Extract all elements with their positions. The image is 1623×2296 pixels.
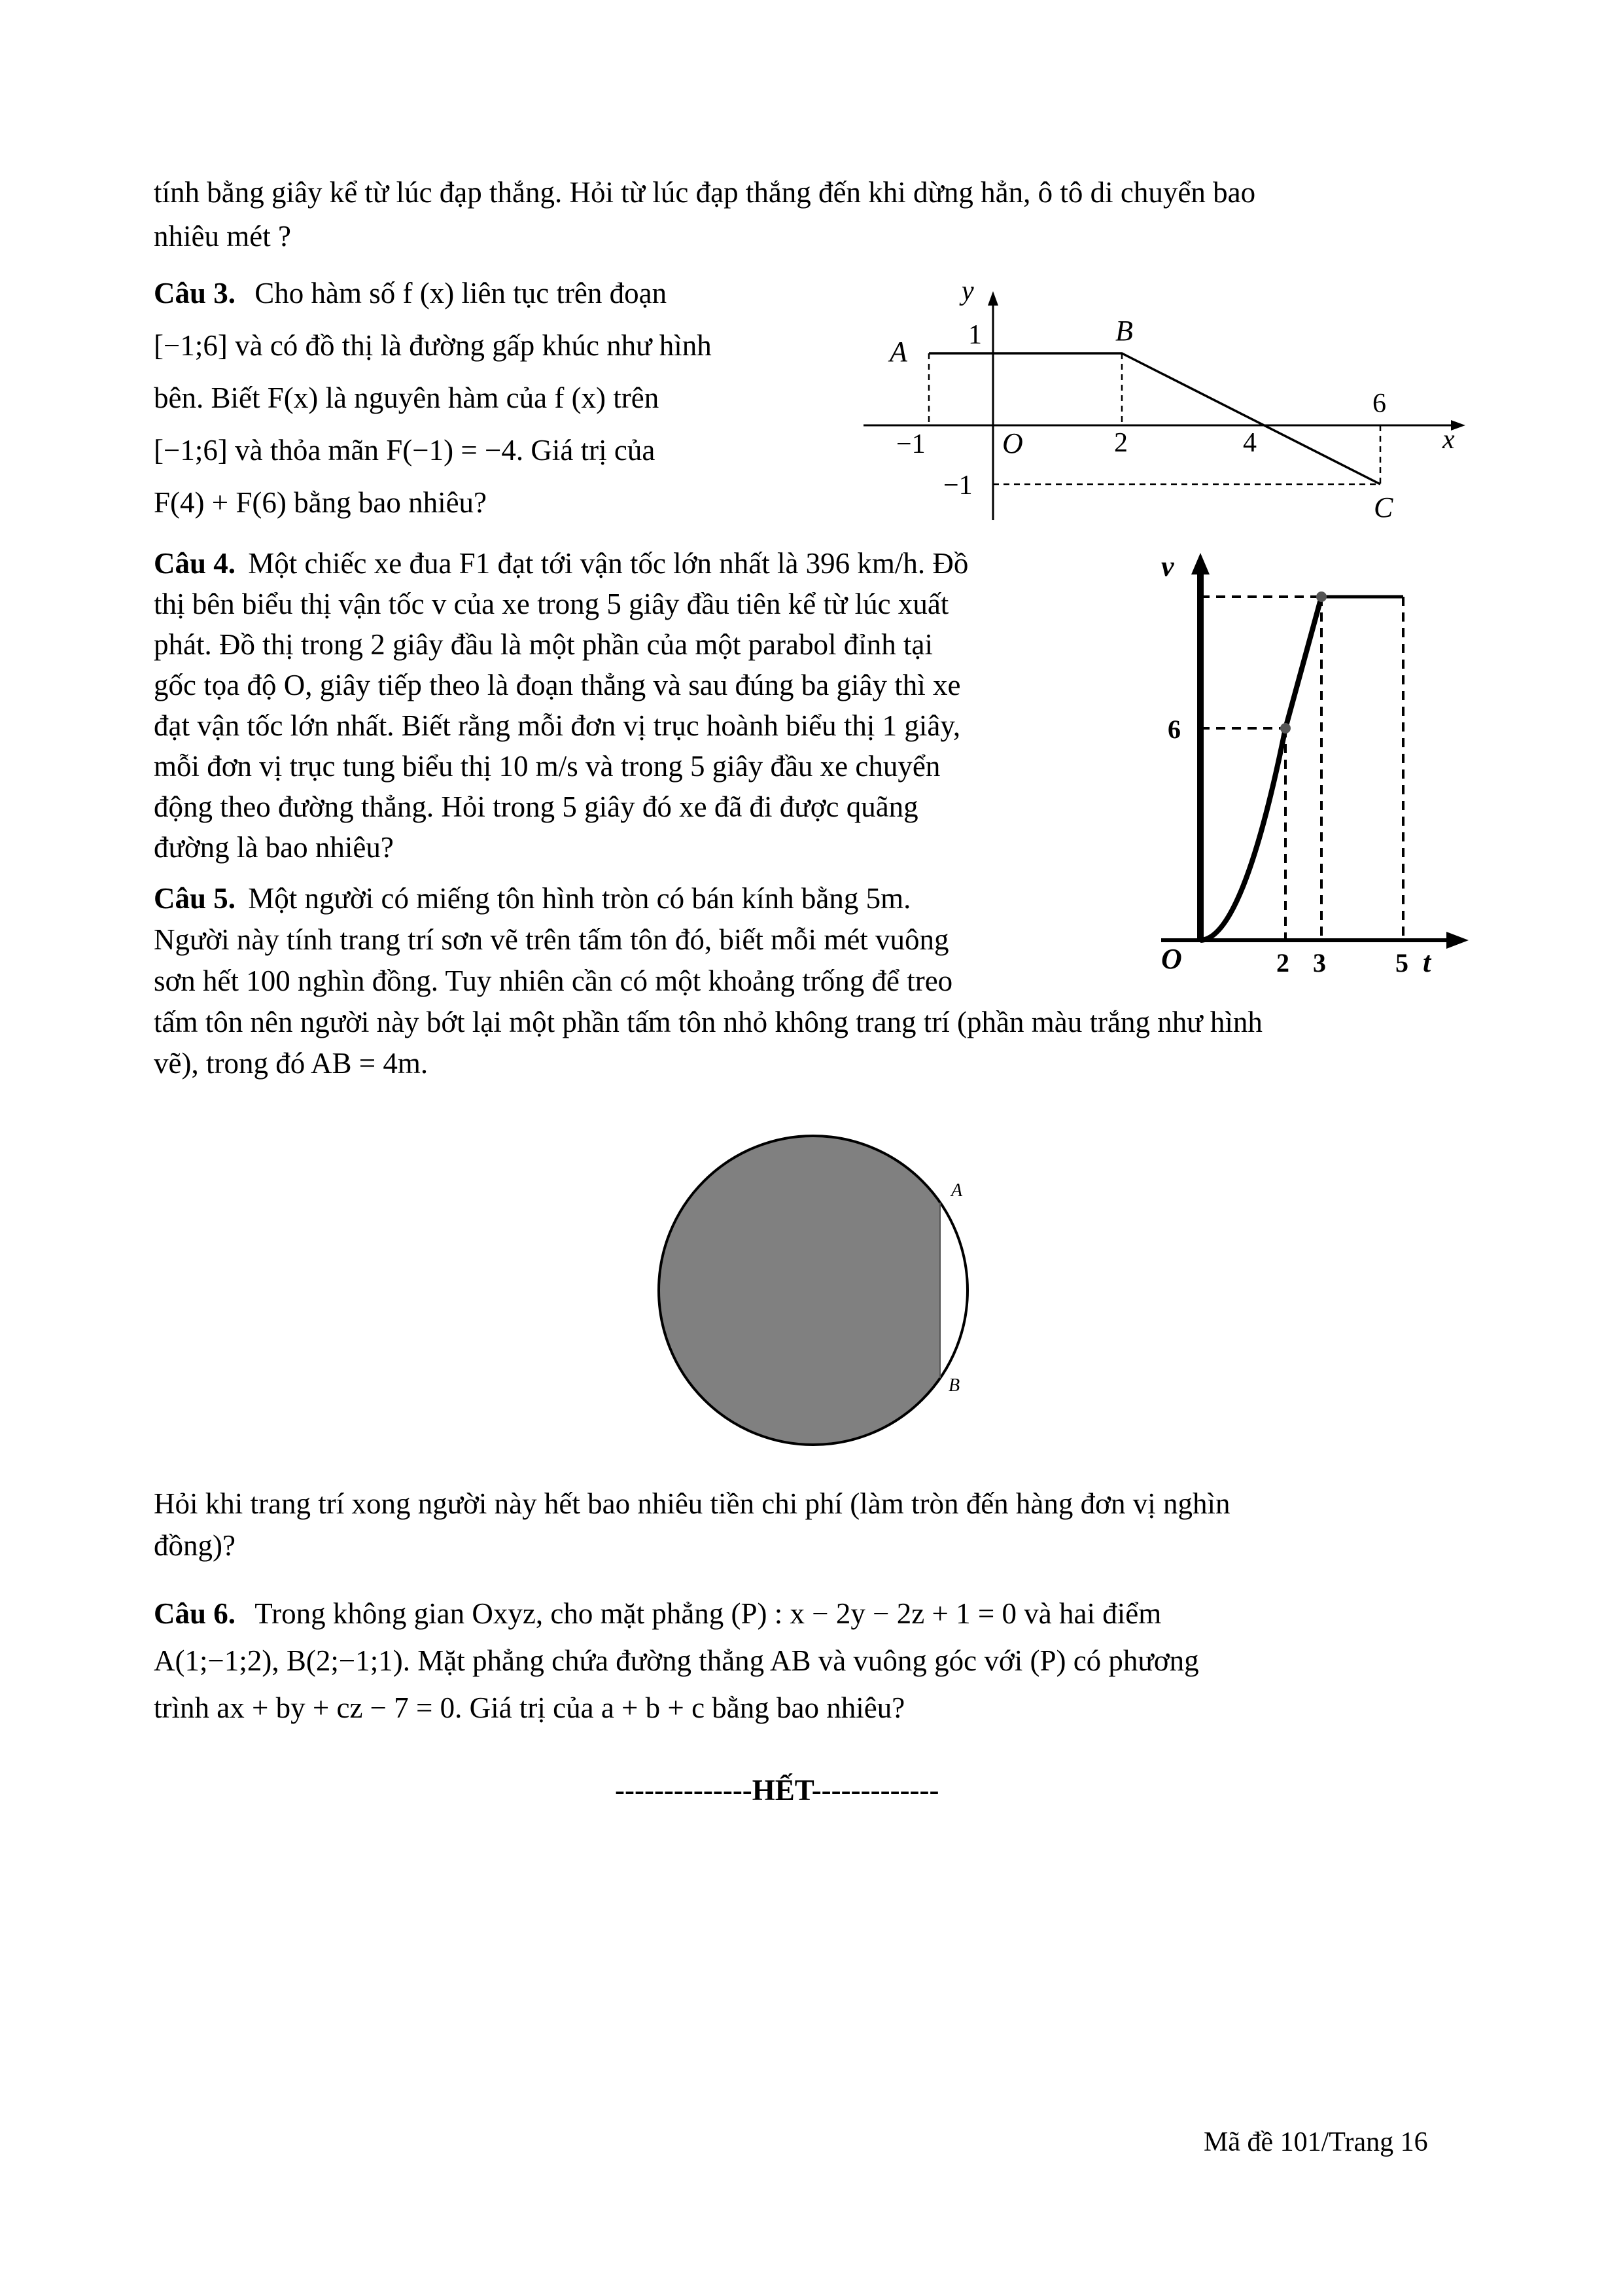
question-3-line-3: bên. Biết F(x) là nguyên hàm của f (x) trên xyxy=(154,381,659,414)
question-3-line-5: F(4) + F(6) bằng bao nhiêu? xyxy=(154,486,487,519)
question-4-label: Câu 4. xyxy=(154,547,236,580)
question-5-line-2: Người này tính trang trí sơn vẽ trên tấm tôn đó, biết mỗi mét vuông xyxy=(154,923,949,956)
question-6-label: Câu 6. xyxy=(154,1597,236,1630)
q3-label-B: B xyxy=(1115,315,1133,347)
question-3-line-4: [−1;6] và thỏa mãn F(−1) = −4. Giá trị của xyxy=(154,434,655,467)
q4-segment xyxy=(1285,597,1321,728)
q5-label-A: A xyxy=(951,1180,963,1201)
q4-label-O: O xyxy=(1161,943,1182,975)
question-4-line-8: đường là bao nhiêu? xyxy=(154,831,394,864)
q4-point-t2 xyxy=(1280,723,1291,733)
q4-label-2: 2 xyxy=(1276,948,1289,978)
question-4-line-5: đạt vận tốc lớn nhất. Biết rằng mỗi đơn vị trục hoành biểu thị 1 giây, xyxy=(154,709,961,742)
q4-label-5: 5 xyxy=(1395,948,1408,978)
question-4-line-3: phát. Đồ thị trong 2 giây đầu là một phần của một parabol đỉnh tại xyxy=(154,628,933,661)
q3-graph-line xyxy=(929,353,1380,484)
q4-v-arrow xyxy=(1191,553,1210,574)
question-4-line-2: thị bên biểu thị vận tốc v của xe trong 5 giây đầu tiên kể từ lúc xuất xyxy=(154,588,949,620)
question-5-after-1: Hỏi khi trang trí xong người này hết bao nhiêu tiền chi phí (làm tròn đến hàng đơn vị nghìn xyxy=(154,1487,1230,1520)
q4-label-3: 3 xyxy=(1313,948,1326,978)
question-3-line-1: Cho hàm số f (x) liên tục trên đoạn xyxy=(254,277,667,309)
question-5-after-2: đồng)? xyxy=(154,1529,236,1562)
q4-t-arrow xyxy=(1446,932,1469,949)
q3-label-A: A xyxy=(890,336,907,368)
question-5-line-4: tấm tôn nên người này bớt lại một phần tấm tôn nhỏ không trang trí (phần màu trắng như hình xyxy=(154,1006,1263,1038)
question-6-line-1: Trong không gian Oxyz, cho mặt phẳng (P) : x − 2y − 2z + 1 = 0 và hai điểm xyxy=(254,1597,1162,1630)
question-4-line-1: Một chiếc xe đua F1 đạt tới vận tốc lớn nhất là 396 km/h. Đồ xyxy=(248,547,969,580)
question-6-line-2: A(1;−1;2), B(2;−1;1). Mặt phẳng chứa đường thẳng AB và vuông góc với (P) có phương xyxy=(154,1644,1199,1677)
q3-label-x: x xyxy=(1442,425,1455,455)
question-5-line-1: Một người có miếng tôn hình tròn có bán kính bằng 5m. xyxy=(248,882,911,915)
question-3-label: Câu 3. xyxy=(154,277,236,309)
q3-label-minus1-y: −1 xyxy=(943,470,973,501)
q3-label-O: O xyxy=(1002,427,1023,459)
question-4-line-6: mỗi đơn vị trục tung biểu thị 10 m/s và trong 5 giây đầu xe chuyển xyxy=(154,750,941,783)
q3-label-4: 4 xyxy=(1243,428,1257,458)
intro-line-1: tính bằng giây kể từ lúc đạp thắng. Hỏi từ lúc đạp thắng đến khi dừng hẳn, ô tô di chuyển bao xyxy=(154,176,1256,209)
question-5-line-5: vẽ), trong đó AB = 4m. xyxy=(154,1047,428,1080)
question-6-line-3: trình ax + by + cz − 7 = 0. Giá trị của a + b + c bằng bao nhiêu? xyxy=(154,1691,905,1724)
page-footer: Mã đề 101/Trang 16 xyxy=(1204,2127,1428,2157)
q5-circle-figure xyxy=(641,1119,1007,1472)
q5-label-B: B xyxy=(949,1375,960,1396)
question-4-line-4: gốc tọa độ O, giây tiếp theo là đoạn thẳng và sau đúng ba giây thì xe xyxy=(154,669,961,701)
question-5-line-3: sơn hết 100 nghìn đồng. Tuy nhiên cần có một khoảng trống để treo xyxy=(154,964,953,997)
q3-label-minus1-x: −1 xyxy=(896,429,926,459)
question-4-line-7: động theo đường thẳng. Hỏi trong 5 giây đó xe đã đi được quãng xyxy=(154,790,918,823)
q3-label-C: C xyxy=(1374,491,1393,523)
q3-label-y: y xyxy=(962,276,974,306)
question-5-label: Câu 5. xyxy=(154,882,236,915)
question-3-line-2: [−1;6] và có đồ thị là đường gấp khúc như hình xyxy=(154,329,712,362)
q4-point-t3 xyxy=(1316,592,1327,602)
q4-parabola xyxy=(1200,728,1285,940)
q3-label-1: 1 xyxy=(968,320,982,350)
q3-label-6: 6 xyxy=(1372,389,1386,419)
end-mark: --------------HẾT------------- xyxy=(615,1774,939,1807)
q4-label-v: v xyxy=(1161,550,1174,582)
q3-label-2: 2 xyxy=(1114,428,1128,458)
q4-graph xyxy=(1135,543,1488,988)
q3-y-arrow xyxy=(988,291,998,306)
intro-line-2: nhiêu mét ? xyxy=(154,220,291,253)
q4-label-t: t xyxy=(1423,946,1431,978)
q4-label-6: 6 xyxy=(1168,715,1181,744)
q3-graph xyxy=(864,268,1478,530)
q5-shaded-region xyxy=(641,1119,940,1472)
